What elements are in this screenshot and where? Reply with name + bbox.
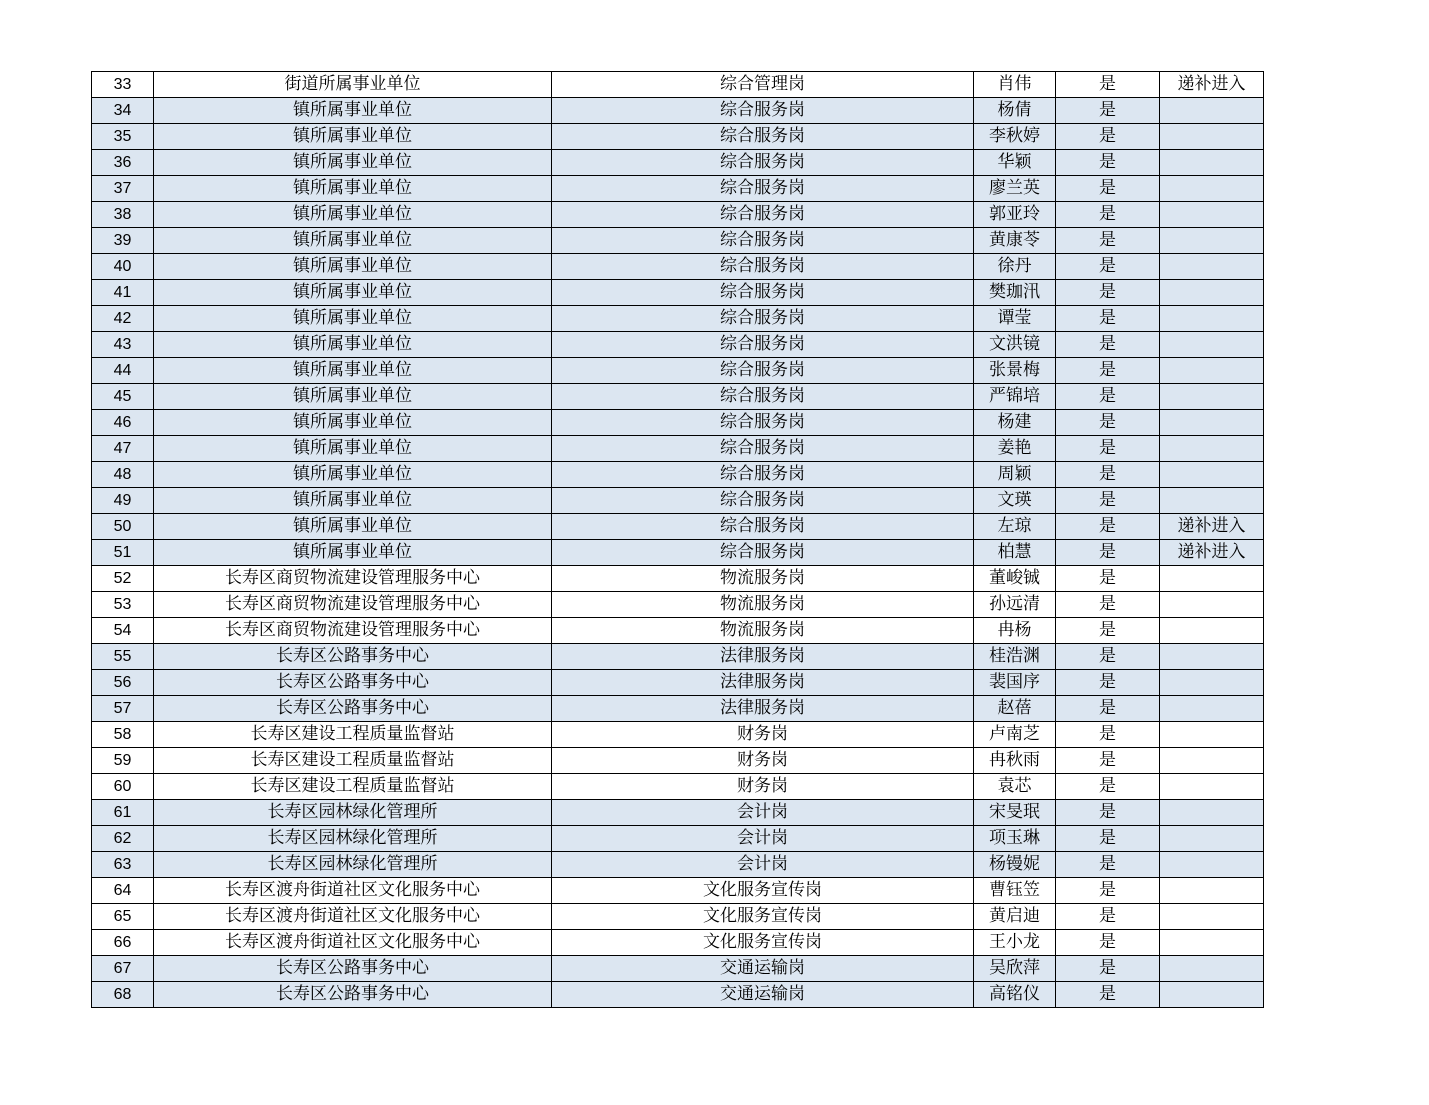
row-number-cell: 46 <box>92 410 154 436</box>
hired-cell: 是 <box>1056 748 1160 774</box>
note-cell <box>1160 124 1264 150</box>
hired-cell: 是 <box>1056 982 1160 1008</box>
post-cell: 综合服务岗 <box>552 488 974 514</box>
unit-cell: 镇所属事业单位 <box>154 462 552 488</box>
name-cell: 王小龙 <box>974 930 1056 956</box>
table-row <box>92 566 1264 592</box>
unit-cell: 长寿区园林绿化管理所 <box>154 800 552 826</box>
table-row <box>92 852 1264 878</box>
unit-cell: 长寿区建设工程质量监督站 <box>154 774 552 800</box>
name-cell: 杨镘妮 <box>974 852 1056 878</box>
table-row <box>92 644 1264 670</box>
name-cell: 袁芯 <box>974 774 1056 800</box>
note-cell <box>1160 358 1264 384</box>
hired-cell: 是 <box>1056 592 1160 618</box>
unit-cell: 长寿区渡舟街道社区文化服务中心 <box>154 878 552 904</box>
row-number-cell: 58 <box>92 722 154 748</box>
post-cell: 文化服务宣传岗 <box>552 878 974 904</box>
row-number-cell: 45 <box>92 384 154 410</box>
hired-cell: 是 <box>1056 566 1160 592</box>
hired-cell: 是 <box>1056 930 1160 956</box>
note-cell <box>1160 566 1264 592</box>
unit-cell: 镇所属事业单位 <box>154 280 552 306</box>
post-cell: 交通运输岗 <box>552 956 974 982</box>
row-number-cell: 59 <box>92 748 154 774</box>
note-cell <box>1160 852 1264 878</box>
hired-cell: 是 <box>1056 670 1160 696</box>
unit-cell: 长寿区建设工程质量监督站 <box>154 748 552 774</box>
hired-cell: 是 <box>1056 228 1160 254</box>
note-cell <box>1160 982 1264 1008</box>
note-cell <box>1160 878 1264 904</box>
hired-cell: 是 <box>1056 254 1160 280</box>
table-row <box>92 956 1264 982</box>
unit-cell: 长寿区商贸物流建设管理服务中心 <box>154 592 552 618</box>
row-number-cell: 64 <box>92 878 154 904</box>
row-number-cell: 33 <box>92 72 154 98</box>
post-cell: 综合服务岗 <box>552 384 974 410</box>
table-row <box>92 696 1264 722</box>
hired-cell: 是 <box>1056 618 1160 644</box>
row-number-cell: 62 <box>92 826 154 852</box>
row-number-cell: 36 <box>92 150 154 176</box>
name-cell: 曹钰笠 <box>974 878 1056 904</box>
note-cell <box>1160 696 1264 722</box>
post-cell: 法律服务岗 <box>552 644 974 670</box>
row-number-cell: 38 <box>92 202 154 228</box>
hired-cell: 是 <box>1056 462 1160 488</box>
note-cell <box>1160 462 1264 488</box>
hired-cell: 是 <box>1056 332 1160 358</box>
name-cell: 左琼 <box>974 514 1056 540</box>
post-cell: 会计岗 <box>552 852 974 878</box>
unit-cell: 镇所属事业单位 <box>154 332 552 358</box>
post-cell: 综合服务岗 <box>552 98 974 124</box>
post-cell: 综合服务岗 <box>552 462 974 488</box>
hired-cell: 是 <box>1056 410 1160 436</box>
note-cell: 递补进入 <box>1160 540 1264 566</box>
unit-cell: 长寿区公路事务中心 <box>154 670 552 696</box>
table-row <box>92 670 1264 696</box>
table-row <box>92 462 1264 488</box>
note-cell <box>1160 826 1264 852</box>
table-row <box>92 228 1264 254</box>
post-cell: 综合管理岗 <box>552 72 974 98</box>
row-number-cell: 50 <box>92 514 154 540</box>
note-cell <box>1160 748 1264 774</box>
name-cell: 冉杨 <box>974 618 1056 644</box>
note-cell <box>1160 228 1264 254</box>
note-cell <box>1160 774 1264 800</box>
hired-cell: 是 <box>1056 696 1160 722</box>
name-cell: 宋旻珉 <box>974 800 1056 826</box>
row-number-cell: 55 <box>92 644 154 670</box>
row-number-cell: 67 <box>92 956 154 982</box>
row-number-cell: 68 <box>92 982 154 1008</box>
hired-cell: 是 <box>1056 72 1160 98</box>
table-row <box>92 540 1264 566</box>
hired-cell: 是 <box>1056 826 1160 852</box>
name-cell: 黄启迪 <box>974 904 1056 930</box>
hired-cell: 是 <box>1056 98 1160 124</box>
table-row <box>92 748 1264 774</box>
row-number-cell: 42 <box>92 306 154 332</box>
unit-cell: 长寿区公路事务中心 <box>154 696 552 722</box>
post-cell: 综合服务岗 <box>552 228 974 254</box>
post-cell: 法律服务岗 <box>552 670 974 696</box>
table-row <box>92 800 1264 826</box>
table-row <box>92 124 1264 150</box>
note-cell <box>1160 644 1264 670</box>
note-cell: 递补进入 <box>1160 514 1264 540</box>
unit-cell: 镇所属事业单位 <box>154 306 552 332</box>
unit-cell: 长寿区公路事务中心 <box>154 982 552 1008</box>
name-cell: 高铭仪 <box>974 982 1056 1008</box>
unit-cell: 街道所属事业单位 <box>154 72 552 98</box>
hired-cell: 是 <box>1056 904 1160 930</box>
row-number-cell: 34 <box>92 98 154 124</box>
note-cell <box>1160 488 1264 514</box>
hiring-results-table <box>91 71 1264 1008</box>
note-cell <box>1160 722 1264 748</box>
post-cell: 物流服务岗 <box>552 592 974 618</box>
name-cell: 孙远清 <box>974 592 1056 618</box>
row-number-cell: 60 <box>92 774 154 800</box>
hired-cell: 是 <box>1056 176 1160 202</box>
row-number-cell: 35 <box>92 124 154 150</box>
name-cell: 卢南芝 <box>974 722 1056 748</box>
post-cell: 综合服务岗 <box>552 540 974 566</box>
hired-cell: 是 <box>1056 956 1160 982</box>
note-cell <box>1160 956 1264 982</box>
hired-cell: 是 <box>1056 358 1160 384</box>
unit-cell: 长寿区商贸物流建设管理服务中心 <box>154 566 552 592</box>
post-cell: 文化服务宣传岗 <box>552 930 974 956</box>
post-cell: 综合服务岗 <box>552 332 974 358</box>
table-row <box>92 774 1264 800</box>
post-cell: 综合服务岗 <box>552 280 974 306</box>
unit-cell: 镇所属事业单位 <box>154 228 552 254</box>
hired-cell: 是 <box>1056 202 1160 228</box>
note-cell <box>1160 176 1264 202</box>
unit-cell: 长寿区园林绿化管理所 <box>154 852 552 878</box>
table-row <box>92 592 1264 618</box>
table-body <box>92 72 1264 1008</box>
table-row <box>92 488 1264 514</box>
row-number-cell: 54 <box>92 618 154 644</box>
note-cell <box>1160 592 1264 618</box>
hired-cell: 是 <box>1056 722 1160 748</box>
hired-cell: 是 <box>1056 540 1160 566</box>
post-cell: 综合服务岗 <box>552 124 974 150</box>
post-cell: 会计岗 <box>552 826 974 852</box>
post-cell: 综合服务岗 <box>552 254 974 280</box>
hired-cell: 是 <box>1056 514 1160 540</box>
unit-cell: 镇所属事业单位 <box>154 176 552 202</box>
hired-cell: 是 <box>1056 436 1160 462</box>
table-row <box>92 514 1264 540</box>
name-cell: 李秋婷 <box>974 124 1056 150</box>
name-cell: 文瑛 <box>974 488 1056 514</box>
table-row <box>92 358 1264 384</box>
note-cell <box>1160 280 1264 306</box>
unit-cell: 镇所属事业单位 <box>154 436 552 462</box>
hired-cell: 是 <box>1056 384 1160 410</box>
table-row <box>92 618 1264 644</box>
unit-cell: 镇所属事业单位 <box>154 410 552 436</box>
note-cell <box>1160 384 1264 410</box>
unit-cell: 镇所属事业单位 <box>154 488 552 514</box>
note-cell: 递补进入 <box>1160 72 1264 98</box>
note-cell <box>1160 904 1264 930</box>
table-row <box>92 436 1264 462</box>
row-number-cell: 48 <box>92 462 154 488</box>
row-number-cell: 44 <box>92 358 154 384</box>
name-cell: 严锦培 <box>974 384 1056 410</box>
post-cell: 综合服务岗 <box>552 436 974 462</box>
post-cell: 文化服务宣传岗 <box>552 904 974 930</box>
row-number-cell: 66 <box>92 930 154 956</box>
row-number-cell: 37 <box>92 176 154 202</box>
name-cell: 周颖 <box>974 462 1056 488</box>
post-cell: 物流服务岗 <box>552 566 974 592</box>
unit-cell: 长寿区公路事务中心 <box>154 644 552 670</box>
unit-cell: 长寿区渡舟街道社区文化服务中心 <box>154 930 552 956</box>
table-row <box>92 878 1264 904</box>
row-number-cell: 41 <box>92 280 154 306</box>
table-row <box>92 306 1264 332</box>
note-cell <box>1160 202 1264 228</box>
name-cell: 裴国序 <box>974 670 1056 696</box>
table-row <box>92 722 1264 748</box>
unit-cell: 镇所属事业单位 <box>154 124 552 150</box>
row-number-cell: 57 <box>92 696 154 722</box>
hired-cell: 是 <box>1056 852 1160 878</box>
unit-cell: 长寿区园林绿化管理所 <box>154 826 552 852</box>
post-cell: 综合服务岗 <box>552 514 974 540</box>
unit-cell: 镇所属事业单位 <box>154 150 552 176</box>
note-cell <box>1160 254 1264 280</box>
table-row <box>92 930 1264 956</box>
unit-cell: 镇所属事业单位 <box>154 254 552 280</box>
note-cell <box>1160 410 1264 436</box>
unit-cell: 镇所属事业单位 <box>154 202 552 228</box>
note-cell <box>1160 98 1264 124</box>
hired-cell: 是 <box>1056 150 1160 176</box>
row-number-cell: 63 <box>92 852 154 878</box>
name-cell: 廖兰英 <box>974 176 1056 202</box>
name-cell: 徐丹 <box>974 254 1056 280</box>
name-cell: 杨倩 <box>974 98 1056 124</box>
note-cell <box>1160 150 1264 176</box>
post-cell: 综合服务岗 <box>552 202 974 228</box>
post-cell: 财务岗 <box>552 748 974 774</box>
table-row <box>92 72 1264 98</box>
post-cell: 综合服务岗 <box>552 410 974 436</box>
note-cell <box>1160 618 1264 644</box>
row-number-cell: 61 <box>92 800 154 826</box>
hired-cell: 是 <box>1056 644 1160 670</box>
post-cell: 物流服务岗 <box>552 618 974 644</box>
name-cell: 文洪镜 <box>974 332 1056 358</box>
table-row <box>92 280 1264 306</box>
post-cell: 综合服务岗 <box>552 176 974 202</box>
post-cell: 法律服务岗 <box>552 696 974 722</box>
name-cell: 冉秋雨 <box>974 748 1056 774</box>
row-number-cell: 56 <box>92 670 154 696</box>
table-row <box>92 98 1264 124</box>
unit-cell: 镇所属事业单位 <box>154 98 552 124</box>
table-row <box>92 410 1264 436</box>
unit-cell: 长寿区商贸物流建设管理服务中心 <box>154 618 552 644</box>
name-cell: 杨建 <box>974 410 1056 436</box>
hired-cell: 是 <box>1056 878 1160 904</box>
unit-cell: 长寿区建设工程质量监督站 <box>154 722 552 748</box>
name-cell: 樊珈汛 <box>974 280 1056 306</box>
post-cell: 交通运输岗 <box>552 982 974 1008</box>
note-cell <box>1160 800 1264 826</box>
name-cell: 黄康苓 <box>974 228 1056 254</box>
name-cell: 郭亚玲 <box>974 202 1056 228</box>
name-cell: 项玉琳 <box>974 826 1056 852</box>
unit-cell: 镇所属事业单位 <box>154 358 552 384</box>
name-cell: 柏慧 <box>974 540 1056 566</box>
table-row <box>92 904 1264 930</box>
row-number-cell: 47 <box>92 436 154 462</box>
unit-cell: 长寿区公路事务中心 <box>154 956 552 982</box>
table-row <box>92 826 1264 852</box>
name-cell: 桂浩渊 <box>974 644 1056 670</box>
name-cell: 肖伟 <box>974 72 1056 98</box>
note-cell <box>1160 306 1264 332</box>
row-number-cell: 65 <box>92 904 154 930</box>
note-cell <box>1160 670 1264 696</box>
post-cell: 综合服务岗 <box>552 358 974 384</box>
hired-cell: 是 <box>1056 774 1160 800</box>
hired-cell: 是 <box>1056 306 1160 332</box>
name-cell: 赵蓓 <box>974 696 1056 722</box>
unit-cell: 镇所属事业单位 <box>154 384 552 410</box>
row-number-cell: 39 <box>92 228 154 254</box>
table-row <box>92 982 1264 1008</box>
table-row <box>92 150 1264 176</box>
row-number-cell: 53 <box>92 592 154 618</box>
name-cell: 谭莹 <box>974 306 1056 332</box>
unit-cell: 镇所属事业单位 <box>154 540 552 566</box>
table-row <box>92 254 1264 280</box>
hired-cell: 是 <box>1056 800 1160 826</box>
table-row <box>92 384 1264 410</box>
table-row <box>92 332 1264 358</box>
row-number-cell: 51 <box>92 540 154 566</box>
post-cell: 财务岗 <box>552 722 974 748</box>
row-number-cell: 52 <box>92 566 154 592</box>
row-number-cell: 40 <box>92 254 154 280</box>
post-cell: 财务岗 <box>552 774 974 800</box>
table-row <box>92 202 1264 228</box>
unit-cell: 长寿区渡舟街道社区文化服务中心 <box>154 904 552 930</box>
row-number-cell: 43 <box>92 332 154 358</box>
table-row <box>92 176 1264 202</box>
name-cell: 姜艳 <box>974 436 1056 462</box>
post-cell: 综合服务岗 <box>552 150 974 176</box>
post-cell: 综合服务岗 <box>552 306 974 332</box>
name-cell: 张景梅 <box>974 358 1056 384</box>
unit-cell: 镇所属事业单位 <box>154 514 552 540</box>
hired-cell: 是 <box>1056 124 1160 150</box>
hired-cell: 是 <box>1056 488 1160 514</box>
name-cell: 吴欣萍 <box>974 956 1056 982</box>
note-cell <box>1160 930 1264 956</box>
name-cell: 董峻铖 <box>974 566 1056 592</box>
hired-cell: 是 <box>1056 280 1160 306</box>
note-cell <box>1160 332 1264 358</box>
name-cell: 华颖 <box>974 150 1056 176</box>
post-cell: 会计岗 <box>552 800 974 826</box>
note-cell <box>1160 436 1264 462</box>
row-number-cell: 49 <box>92 488 154 514</box>
